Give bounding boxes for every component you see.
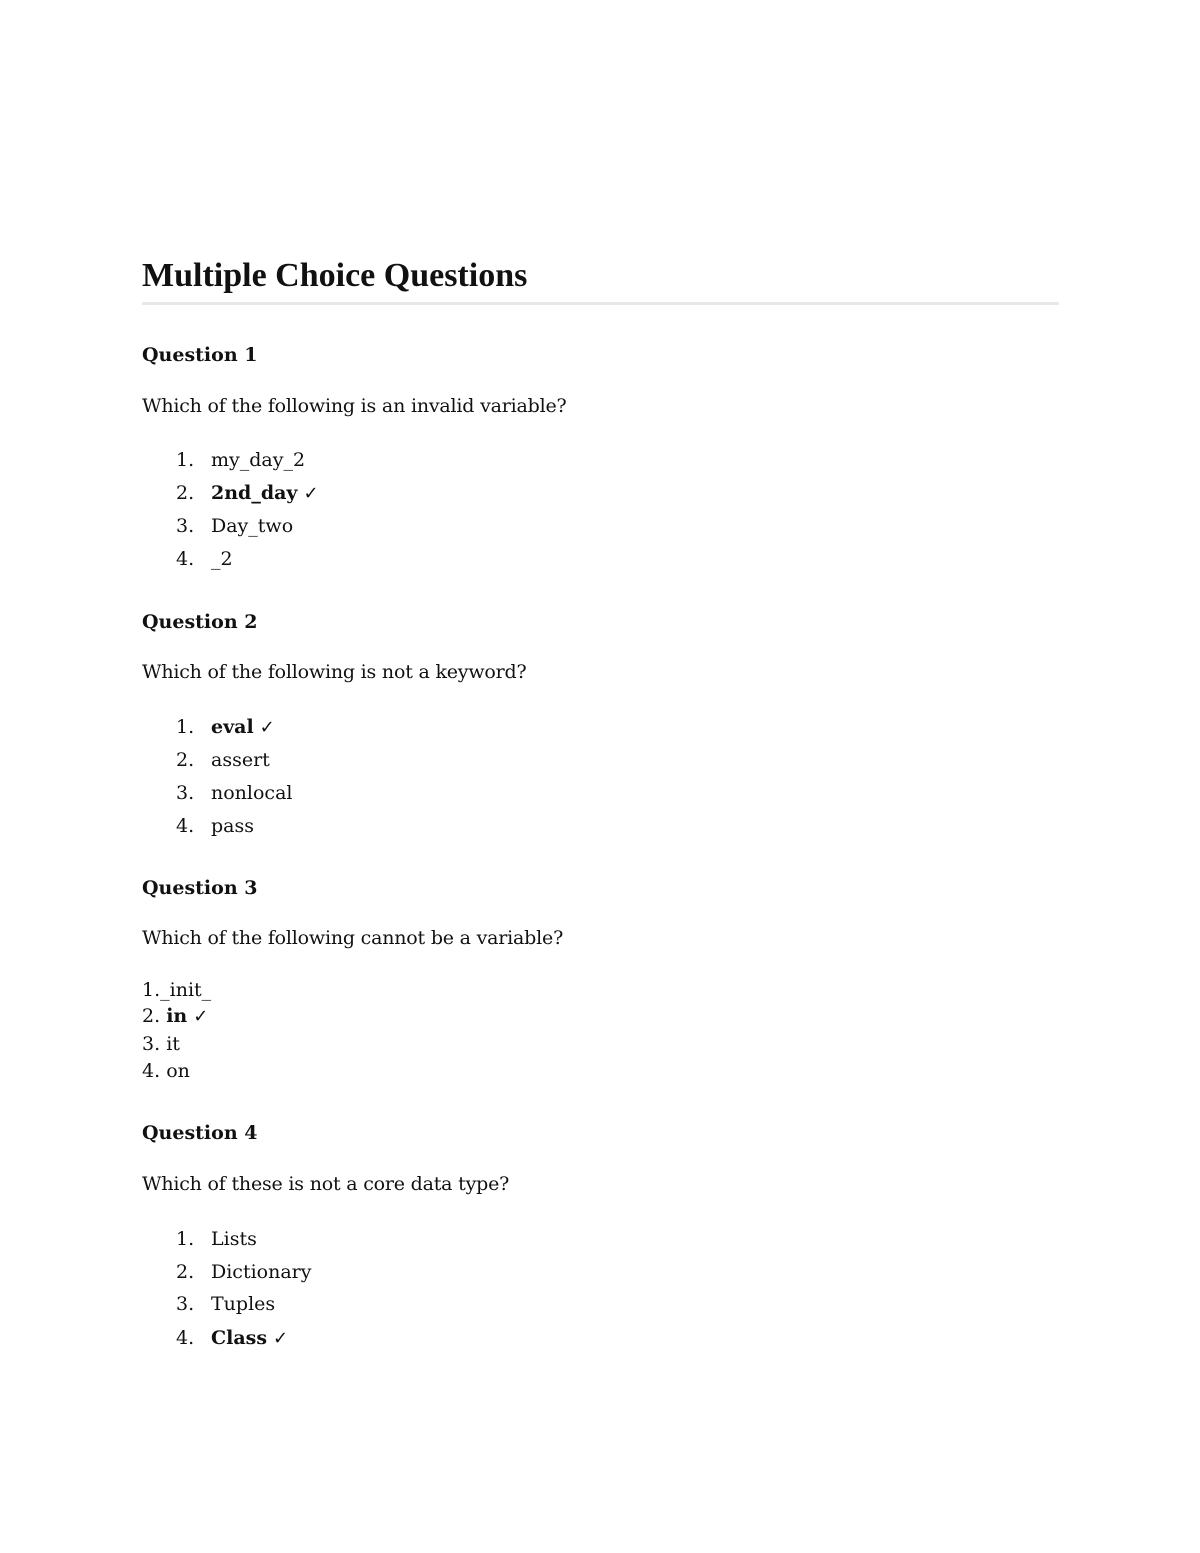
option-label: _init_	[160, 979, 212, 1001]
option-number: 1.	[142, 979, 161, 1001]
option-number: 1.	[176, 449, 195, 471]
option-number: 3.	[176, 515, 195, 537]
option-label: Lists	[211, 1228, 257, 1250]
option-number: 2.	[176, 749, 195, 771]
check-icon: ✓	[273, 1328, 289, 1349]
question-text: Which of the following is an invalid variable?	[142, 395, 567, 417]
option-label: _2	[211, 548, 233, 570]
option-label: on	[166, 1060, 190, 1082]
page-title: Multiple Choice Questions	[142, 257, 528, 294]
check-icon: ✓	[193, 1006, 209, 1027]
option-label: Tuples	[211, 1293, 276, 1315]
option-label: my_day_2	[211, 449, 306, 471]
option-label: nonlocal	[211, 782, 293, 804]
option-label: eval	[211, 716, 254, 738]
check-icon: ✓	[303, 483, 319, 504]
option-label: Day_two	[211, 515, 294, 537]
option-number: 4.	[176, 548, 195, 570]
option-label: it	[166, 1033, 180, 1055]
answer-option	[142, 1058, 190, 1084]
check-icon: ✓	[259, 717, 275, 738]
option-number: 1.	[176, 716, 195, 738]
option-number: 3.	[176, 782, 195, 804]
option-label: Class	[211, 1327, 268, 1349]
option-number: 4.	[176, 815, 195, 837]
answer-option	[142, 977, 211, 1003]
option-label: in	[166, 1005, 188, 1027]
answer-option-correct	[142, 1003, 208, 1029]
option-label: assert	[211, 749, 270, 771]
option-number: 3.	[176, 1293, 195, 1315]
option-number: 4.	[142, 1060, 161, 1082]
question-text: Which of these is not a core data type?	[142, 1173, 510, 1195]
question-text: Which of the following cannot be a variable?	[142, 927, 564, 949]
option-number: 3.	[142, 1033, 161, 1055]
question-heading: Question 1	[142, 344, 258, 366]
option-label: pass	[211, 815, 254, 837]
option-number: 2.	[142, 1005, 161, 1027]
option-label: Dictionary	[211, 1261, 312, 1283]
question-heading: Question 3	[142, 877, 258, 899]
answer-option	[142, 1031, 180, 1057]
question-heading: Question 2	[142, 611, 258, 633]
option-number: 4.	[176, 1327, 195, 1349]
title-divider	[142, 302, 1059, 305]
option-number: 2.	[176, 1261, 195, 1283]
question-heading: Question 4	[142, 1122, 258, 1144]
option-label: 2nd_day	[211, 482, 298, 504]
option-number: 1.	[176, 1228, 195, 1250]
question-text: Which of the following is not a keyword?	[142, 661, 527, 683]
option-number: 2.	[176, 482, 195, 504]
